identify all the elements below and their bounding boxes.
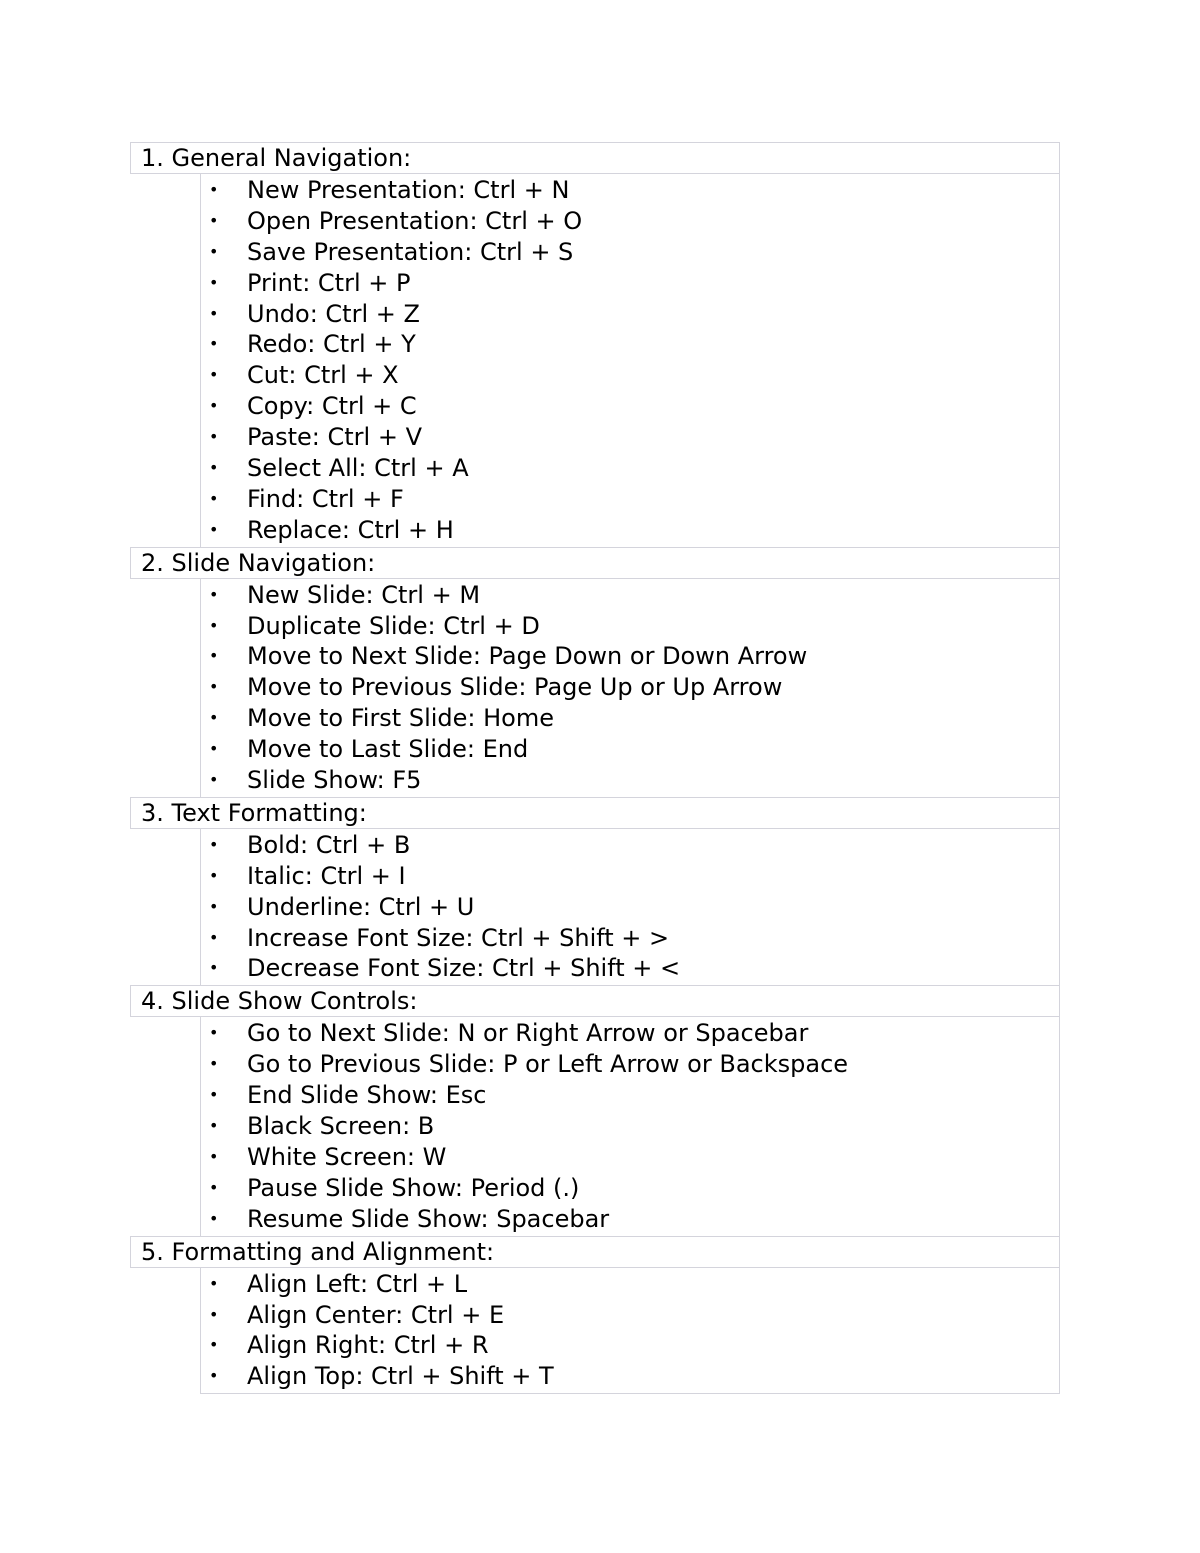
shortcut-item: [201, 1142, 1059, 1173]
bullet-icon: •: [209, 396, 219, 416]
shortcut-text: Print: Ctrl + P: [247, 268, 411, 297]
shortcut-list: [200, 1016, 1060, 1236]
shortcut-text: Replace: Ctrl + H: [247, 515, 454, 544]
shortcut-item: [201, 175, 1059, 206]
shortcut-item: [201, 1361, 1059, 1392]
shortcut-list: [200, 1267, 1060, 1395]
shortcut-item: [201, 923, 1059, 954]
bullet-icon: •: [209, 958, 219, 978]
bullet-icon: •: [209, 834, 219, 854]
bullet-icon: •: [209, 272, 219, 292]
bullet-icon: •: [209, 365, 219, 385]
shortcut-section: [130, 1236, 1060, 1395]
shortcut-text: Bold: Ctrl + B: [247, 830, 411, 859]
shortcut-text: Increase Font Size: Ctrl + Shift + >: [247, 923, 670, 952]
bullet-icon: •: [209, 646, 219, 666]
shortcut-text: Move to First Slide: Home: [247, 704, 555, 733]
bullet-icon: •: [209, 1304, 219, 1324]
shortcut-item: [201, 1018, 1059, 1049]
shortcut-text: Slide Show: F5: [247, 766, 422, 795]
shortcut-text: Redo: Ctrl + Y: [247, 330, 416, 359]
shortcut-text: White Screen: W: [247, 1142, 447, 1171]
shortcut-list: [200, 173, 1060, 548]
shortcut-text: Go to Next Slide: N or Right Arrow or Spacebar: [247, 1019, 809, 1048]
shortcut-text: Find: Ctrl + F: [247, 484, 404, 513]
shortcut-item: [201, 1330, 1059, 1361]
shortcut-text: New Slide: Ctrl + M: [247, 580, 481, 609]
shortcut-text: Paste: Ctrl + V: [247, 423, 422, 452]
shortcut-item: [201, 703, 1059, 734]
shortcut-item: [201, 237, 1059, 268]
section-heading: 1. General Navigation:: [130, 142, 1060, 174]
shortcut-item: [201, 515, 1059, 546]
bullet-icon: •: [209, 488, 219, 508]
shortcut-section: [130, 547, 1060, 798]
shortcut-section: [130, 142, 1060, 548]
bullet-icon: •: [209, 1023, 219, 1043]
shortcut-text: Duplicate Slide: Ctrl + D: [247, 611, 540, 640]
shortcut-item: [201, 861, 1059, 892]
shortcut-text: Align Top: Ctrl + Shift + T: [247, 1362, 554, 1391]
shortcut-text: Align Right: Ctrl + R: [247, 1331, 489, 1360]
shortcut-item: [201, 268, 1059, 299]
shortcut-text: Align Center: Ctrl + E: [247, 1300, 505, 1329]
shortcut-item: [201, 360, 1059, 391]
bullet-icon: •: [209, 180, 219, 199]
shortcut-item: [201, 765, 1059, 796]
shortcut-item: [201, 1080, 1059, 1111]
shortcut-item: [201, 1173, 1059, 1204]
bullet-icon: •: [209, 708, 219, 728]
shortcut-item: [201, 299, 1059, 330]
shortcut-item: [201, 734, 1059, 765]
shortcut-item: [201, 1300, 1059, 1331]
shortcut-text: Move to Next Slide: Page Down or Down Arrow: [247, 642, 808, 671]
bullet-icon: •: [209, 615, 219, 635]
section-heading: 2. Slide Navigation:: [130, 547, 1060, 579]
bullet-icon: •: [209, 1366, 219, 1386]
bullet-icon: •: [209, 1146, 219, 1166]
shortcut-text: Resume Slide Show: Spacebar: [247, 1204, 610, 1233]
bullet-icon: •: [209, 241, 219, 261]
shortcut-document: [130, 142, 1060, 1394]
bullet-icon: •: [209, 927, 219, 947]
shortcut-text: Move to Previous Slide: Page Up or Up Arrow: [247, 673, 783, 702]
section-heading: 4. Slide Show Controls:: [130, 985, 1060, 1017]
shortcut-text: Italic: Ctrl + I: [247, 861, 406, 890]
shortcut-list: [200, 828, 1060, 986]
shortcut-section: [130, 797, 1060, 986]
shortcut-item: [201, 580, 1059, 611]
shortcut-item: [201, 391, 1059, 422]
bullet-icon: •: [209, 770, 219, 790]
bullet-icon: •: [209, 677, 219, 697]
bullet-icon: •: [209, 458, 219, 478]
section-heading: 5. Formatting and Alignment:: [130, 1236, 1060, 1268]
shortcut-text: Decrease Font Size: Ctrl + Shift + <: [247, 954, 681, 983]
shortcut-item: [201, 422, 1059, 453]
bullet-icon: •: [209, 334, 219, 354]
shortcut-list: [200, 578, 1060, 798]
shortcut-text: Underline: Ctrl + U: [247, 892, 475, 921]
shortcut-text: Undo: Ctrl + Z: [247, 299, 420, 328]
bullet-icon: •: [209, 210, 219, 230]
shortcut-item: [201, 611, 1059, 642]
shortcut-item: [201, 329, 1059, 360]
shortcut-item: [201, 453, 1059, 484]
shortcut-text: Open Presentation: Ctrl + O: [247, 206, 583, 235]
shortcut-text: Pause Slide Show: Period (.): [247, 1173, 580, 1202]
shortcut-item: [201, 1204, 1059, 1235]
shortcut-item: [201, 953, 1059, 984]
shortcut-item: [201, 484, 1059, 515]
shortcut-text: Cut: Ctrl + X: [247, 361, 399, 390]
section-heading: 3. Text Formatting:: [130, 797, 1060, 829]
shortcut-item: [201, 1049, 1059, 1080]
bullet-icon: •: [209, 1335, 219, 1355]
shortcut-item: [201, 1269, 1059, 1300]
shortcut-item: [201, 830, 1059, 861]
shortcut-text: Black Screen: B: [247, 1112, 435, 1141]
shortcut-text: Copy: Ctrl + C: [247, 392, 417, 421]
bullet-icon: •: [209, 1208, 219, 1228]
shortcut-text: Move to Last Slide: End: [247, 735, 529, 764]
shortcut-text: End Slide Show: Esc: [247, 1081, 487, 1110]
bullet-icon: •: [209, 1116, 219, 1136]
bullet-icon: •: [209, 1054, 219, 1074]
shortcut-text: Save Presentation: Ctrl + S: [247, 237, 574, 266]
shortcut-item: [201, 892, 1059, 923]
shortcut-item: [201, 641, 1059, 672]
bullet-icon: •: [209, 584, 219, 604]
bullet-icon: •: [209, 1273, 219, 1293]
shortcut-text: Align Left: Ctrl + L: [247, 1269, 468, 1298]
bullet-icon: •: [209, 1085, 219, 1105]
shortcut-section: [130, 985, 1060, 1236]
bullet-icon: •: [209, 427, 219, 447]
bullet-icon: •: [209, 739, 219, 759]
shortcut-text: Go to Previous Slide: P or Left Arrow or Backspace: [247, 1050, 849, 1079]
bullet-icon: •: [209, 865, 219, 885]
shortcut-text: New Presentation: Ctrl + N: [247, 176, 570, 204]
shortcut-item: [201, 206, 1059, 237]
shortcut-item: [201, 672, 1059, 703]
bullet-icon: •: [209, 303, 219, 323]
shortcut-item: [201, 1111, 1059, 1142]
bullet-icon: •: [209, 519, 219, 539]
shortcut-text: Select All: Ctrl + A: [247, 454, 469, 483]
bullet-icon: •: [209, 1177, 219, 1197]
bullet-icon: •: [209, 896, 219, 916]
